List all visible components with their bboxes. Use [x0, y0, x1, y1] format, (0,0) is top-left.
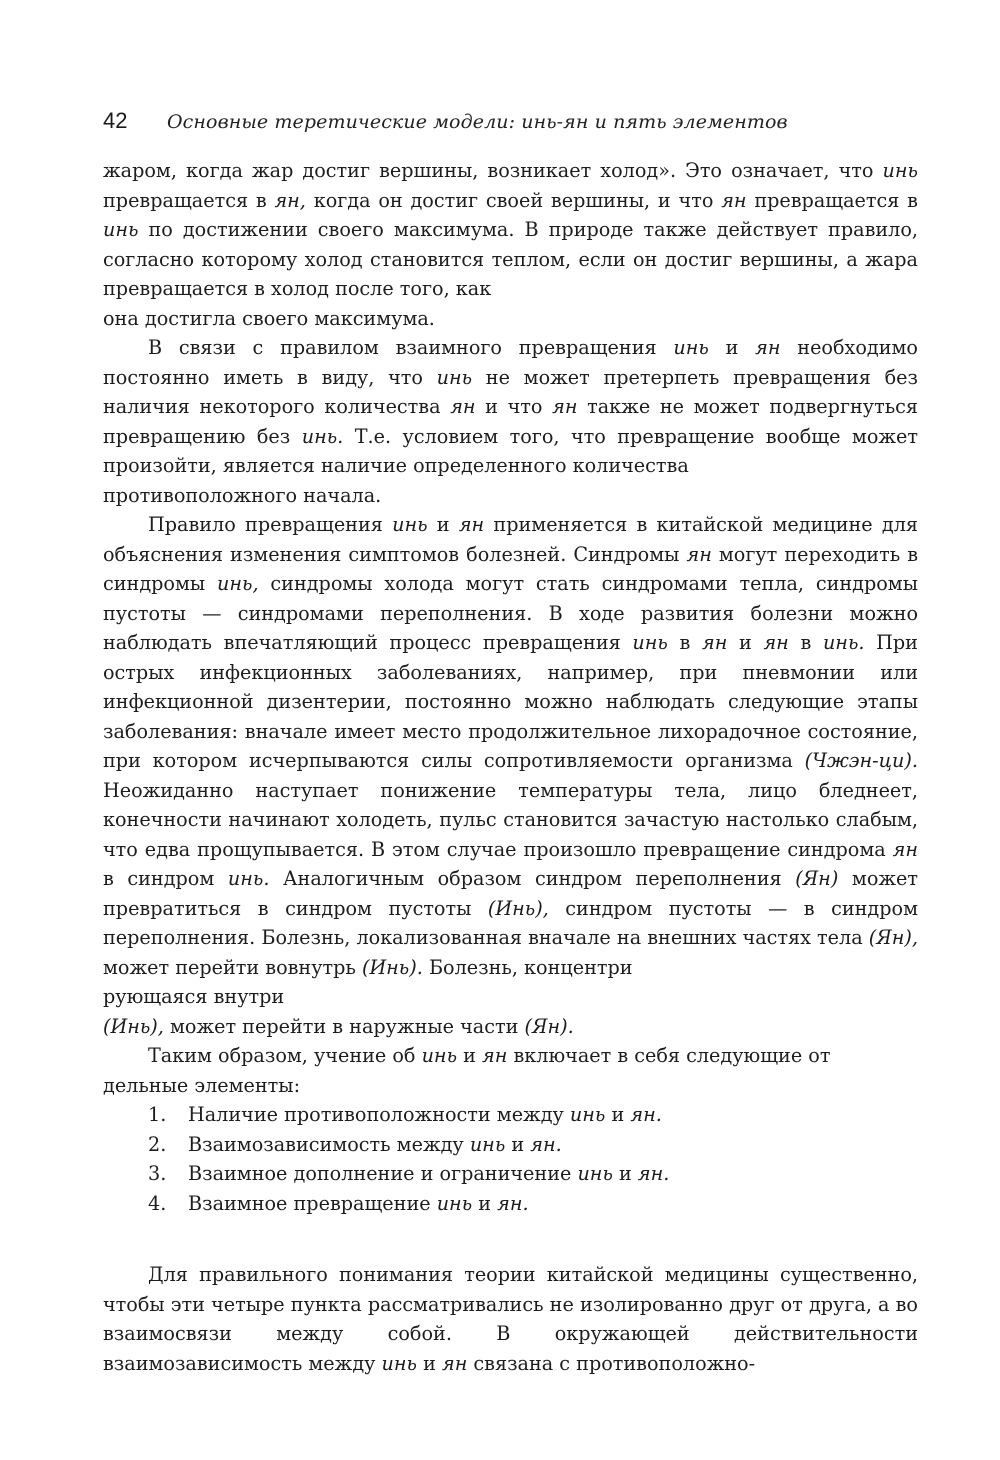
- text-run: может перейти вовнутрь: [103, 955, 362, 979]
- text-run: и: [727, 631, 764, 654]
- text-run: противоположного начала.: [103, 483, 382, 507]
- closing-paragraph: [103, 1260, 918, 1378]
- italic-term: инь: [569, 1103, 606, 1126]
- text-run: Взаимозависимость между: [188, 1132, 470, 1156]
- italic-term: инь.: [301, 424, 344, 448]
- italic-term: ян: [721, 188, 747, 212]
- paragraph: [103, 333, 918, 510]
- text-run: может превратиться в синдром пустоты: [103, 867, 918, 920]
- text-run: Взаимное превращение: [188, 1191, 437, 1215]
- text-run: Правило превращения: [148, 513, 393, 536]
- italic-term: ян.: [497, 1191, 529, 1215]
- text-run: когда он достиг своей вершины, и что: [305, 188, 722, 212]
- italic-term: инь,: [217, 572, 259, 595]
- page-number: 42: [103, 108, 128, 133]
- text-run: синдром пустоты — в синдром переполнения. Болезнь, локализованная вначале на внешних частях тела: [103, 896, 918, 949]
- text-run: и: [605, 1103, 631, 1126]
- text-run: не может претерпеть превращения без наличия некоторого количества: [103, 365, 918, 418]
- body-text: [103, 156, 918, 1378]
- paragraph: [103, 156, 918, 333]
- text-run: включает в себя следующие от: [507, 1044, 831, 1067]
- text-run: В связи с правилом взаимного превращения: [148, 336, 674, 359]
- text-run: Болезнь, концентри: [422, 955, 633, 979]
- list-item: [103, 1189, 918, 1219]
- italic-term: (Ян),: [868, 926, 918, 949]
- italic-term: ян: [686, 542, 712, 566]
- italic-term: ян: [458, 513, 485, 536]
- list-item-text: [188, 1100, 662, 1130]
- italic-term: ян: [763, 631, 789, 654]
- list-item-number: 4.: [148, 1191, 167, 1215]
- italic-term: (Инь),: [487, 896, 549, 920]
- italic-term: инь: [469, 1132, 506, 1156]
- italic-term: ян: [450, 395, 476, 418]
- text-run: и: [427, 513, 459, 536]
- italic-term: ян: [552, 395, 578, 418]
- text-run: Таким образом, учение об: [148, 1044, 422, 1067]
- text-run: может перейти в наружные части: [163, 1014, 525, 1038]
- text-run: превращается в: [746, 188, 918, 212]
- italic-term: ян: [755, 336, 781, 359]
- text-run: применяется в китайской медицине для объяснения изменения симптомов болезней. Синдромы: [103, 513, 918, 566]
- italic-term: инь: [392, 513, 428, 536]
- italic-term: (Инь).: [361, 955, 423, 979]
- text-run: могут переходить в синдромы: [103, 542, 918, 595]
- running-title: Основные теретические модели: инь-ян и пять элементов: [167, 111, 788, 133]
- text-run: по достижении своего максимума. В природе также действует правило, согласно которому холод становится теплом, если он достиг вершины, а жара превращается в холод после того, как: [103, 218, 918, 300]
- text-run: Аналогичным образом синдром переполнения: [269, 867, 796, 890]
- italic-term: ян.: [630, 1103, 662, 1126]
- text-run: и: [505, 1132, 531, 1156]
- italic-term: ян: [482, 1044, 508, 1067]
- italic-term: инь: [103, 218, 139, 241]
- italic-term: инь: [421, 1044, 458, 1067]
- italic-term: ян.: [637, 1162, 670, 1185]
- paragraph: [103, 510, 918, 1041]
- italic-term: (Ян): [795, 867, 839, 890]
- text-run: и: [612, 1162, 638, 1185]
- text-run: в: [788, 631, 823, 654]
- text-run: она достигла своего максимума.: [103, 306, 435, 330]
- list-item-text: [188, 1159, 669, 1189]
- italic-term: ян: [702, 631, 728, 654]
- text-run: рующаяся внутри: [103, 985, 285, 1008]
- text-run: Неожиданно наступает понижение температуры тела, лицо бледнеет, конечности начинают холодеть, пульс становится зачастую настолько слабым, что едва прощупывается. В этом случае произошло превращение синдрома: [103, 778, 918, 861]
- running-head: [103, 108, 923, 135]
- text-run: и: [708, 336, 756, 359]
- list-item: [103, 1130, 918, 1160]
- italic-term: инь: [381, 1351, 417, 1375]
- italic-term: ян: [441, 1351, 468, 1375]
- italic-term: инь: [436, 1191, 473, 1215]
- italic-term: ян,: [274, 188, 306, 212]
- list-item-text: [188, 1130, 562, 1160]
- italic-term: инь: [882, 159, 918, 182]
- text-run: также не может подвергнуться превращению без: [103, 395, 918, 448]
- text-run: и что: [475, 395, 553, 418]
- text-run: Взаимное дополнение и ограничение: [188, 1162, 578, 1185]
- text-run: и: [416, 1351, 442, 1375]
- list-item: [103, 1159, 918, 1189]
- text-run: необходимо постоянно иметь в виду, что: [103, 336, 918, 389]
- text-run: синдромы холода могут стать синдромами тепла, синдромы пустоты — синдромами переполнения. В ходе развития болезни можно наблюдать впечатляющий процесс превращения: [103, 572, 918, 654]
- italic-term: ян.: [530, 1132, 562, 1156]
- text-run: дельные элементы:: [103, 1073, 301, 1097]
- text-run: и: [457, 1044, 483, 1067]
- italic-term: (Инь),: [103, 1014, 164, 1038]
- italic-term: инь: [632, 631, 668, 654]
- list-item-number: 2.: [148, 1132, 167, 1156]
- numbered-list: [103, 1100, 918, 1218]
- list-item-number: 3.: [148, 1162, 167, 1185]
- text-run: Для правильного понимания теории китайской медицины существенно, чтобы эти четыре пункта рассматривались не изолированно друг от друга, а во взаимосвязи между собой. В окружающей действительности взаимозависимость между: [103, 1263, 918, 1375]
- text-run: и: [472, 1191, 498, 1215]
- paragraph: [103, 1041, 918, 1100]
- list-item: [103, 1100, 918, 1130]
- italic-term: ян: [892, 837, 918, 861]
- italic-term: инь: [436, 365, 473, 389]
- italic-term: инь.: [227, 867, 270, 890]
- text-run: в синдром: [103, 867, 228, 890]
- text-run: превращается в: [103, 188, 275, 212]
- text-run: При острых инфекционных заболеваниях, например, при пневмонии или инфекционной дизентерии, постоянно можно наблюдать следующие этапы заболевания: вначале имеет место продолжительное лихорадочное состояние, при котором исчерпываются силы сопротивляемости организма: [103, 631, 918, 772]
- text-run: Наличие противоположности между: [188, 1103, 570, 1126]
- text-run: Т.е. условием того, что превращение вообще может произойти, является наличие определенного количества: [103, 424, 918, 477]
- italic-term: (Чжэн-ци).: [804, 749, 918, 772]
- italic-term: (Ян).: [524, 1014, 574, 1038]
- text-run: связана с противоположно-: [467, 1351, 756, 1375]
- italic-term: инь: [577, 1162, 613, 1185]
- italic-term: инь: [673, 336, 709, 359]
- text-run: в: [667, 631, 702, 654]
- text-run: жаром, когда жар достиг вершины, возникает холод». Это означает, что: [103, 159, 883, 182]
- list-item-number: 1.: [148, 1103, 167, 1126]
- italic-term: инь.: [822, 631, 865, 654]
- list-item-text: [188, 1189, 529, 1219]
